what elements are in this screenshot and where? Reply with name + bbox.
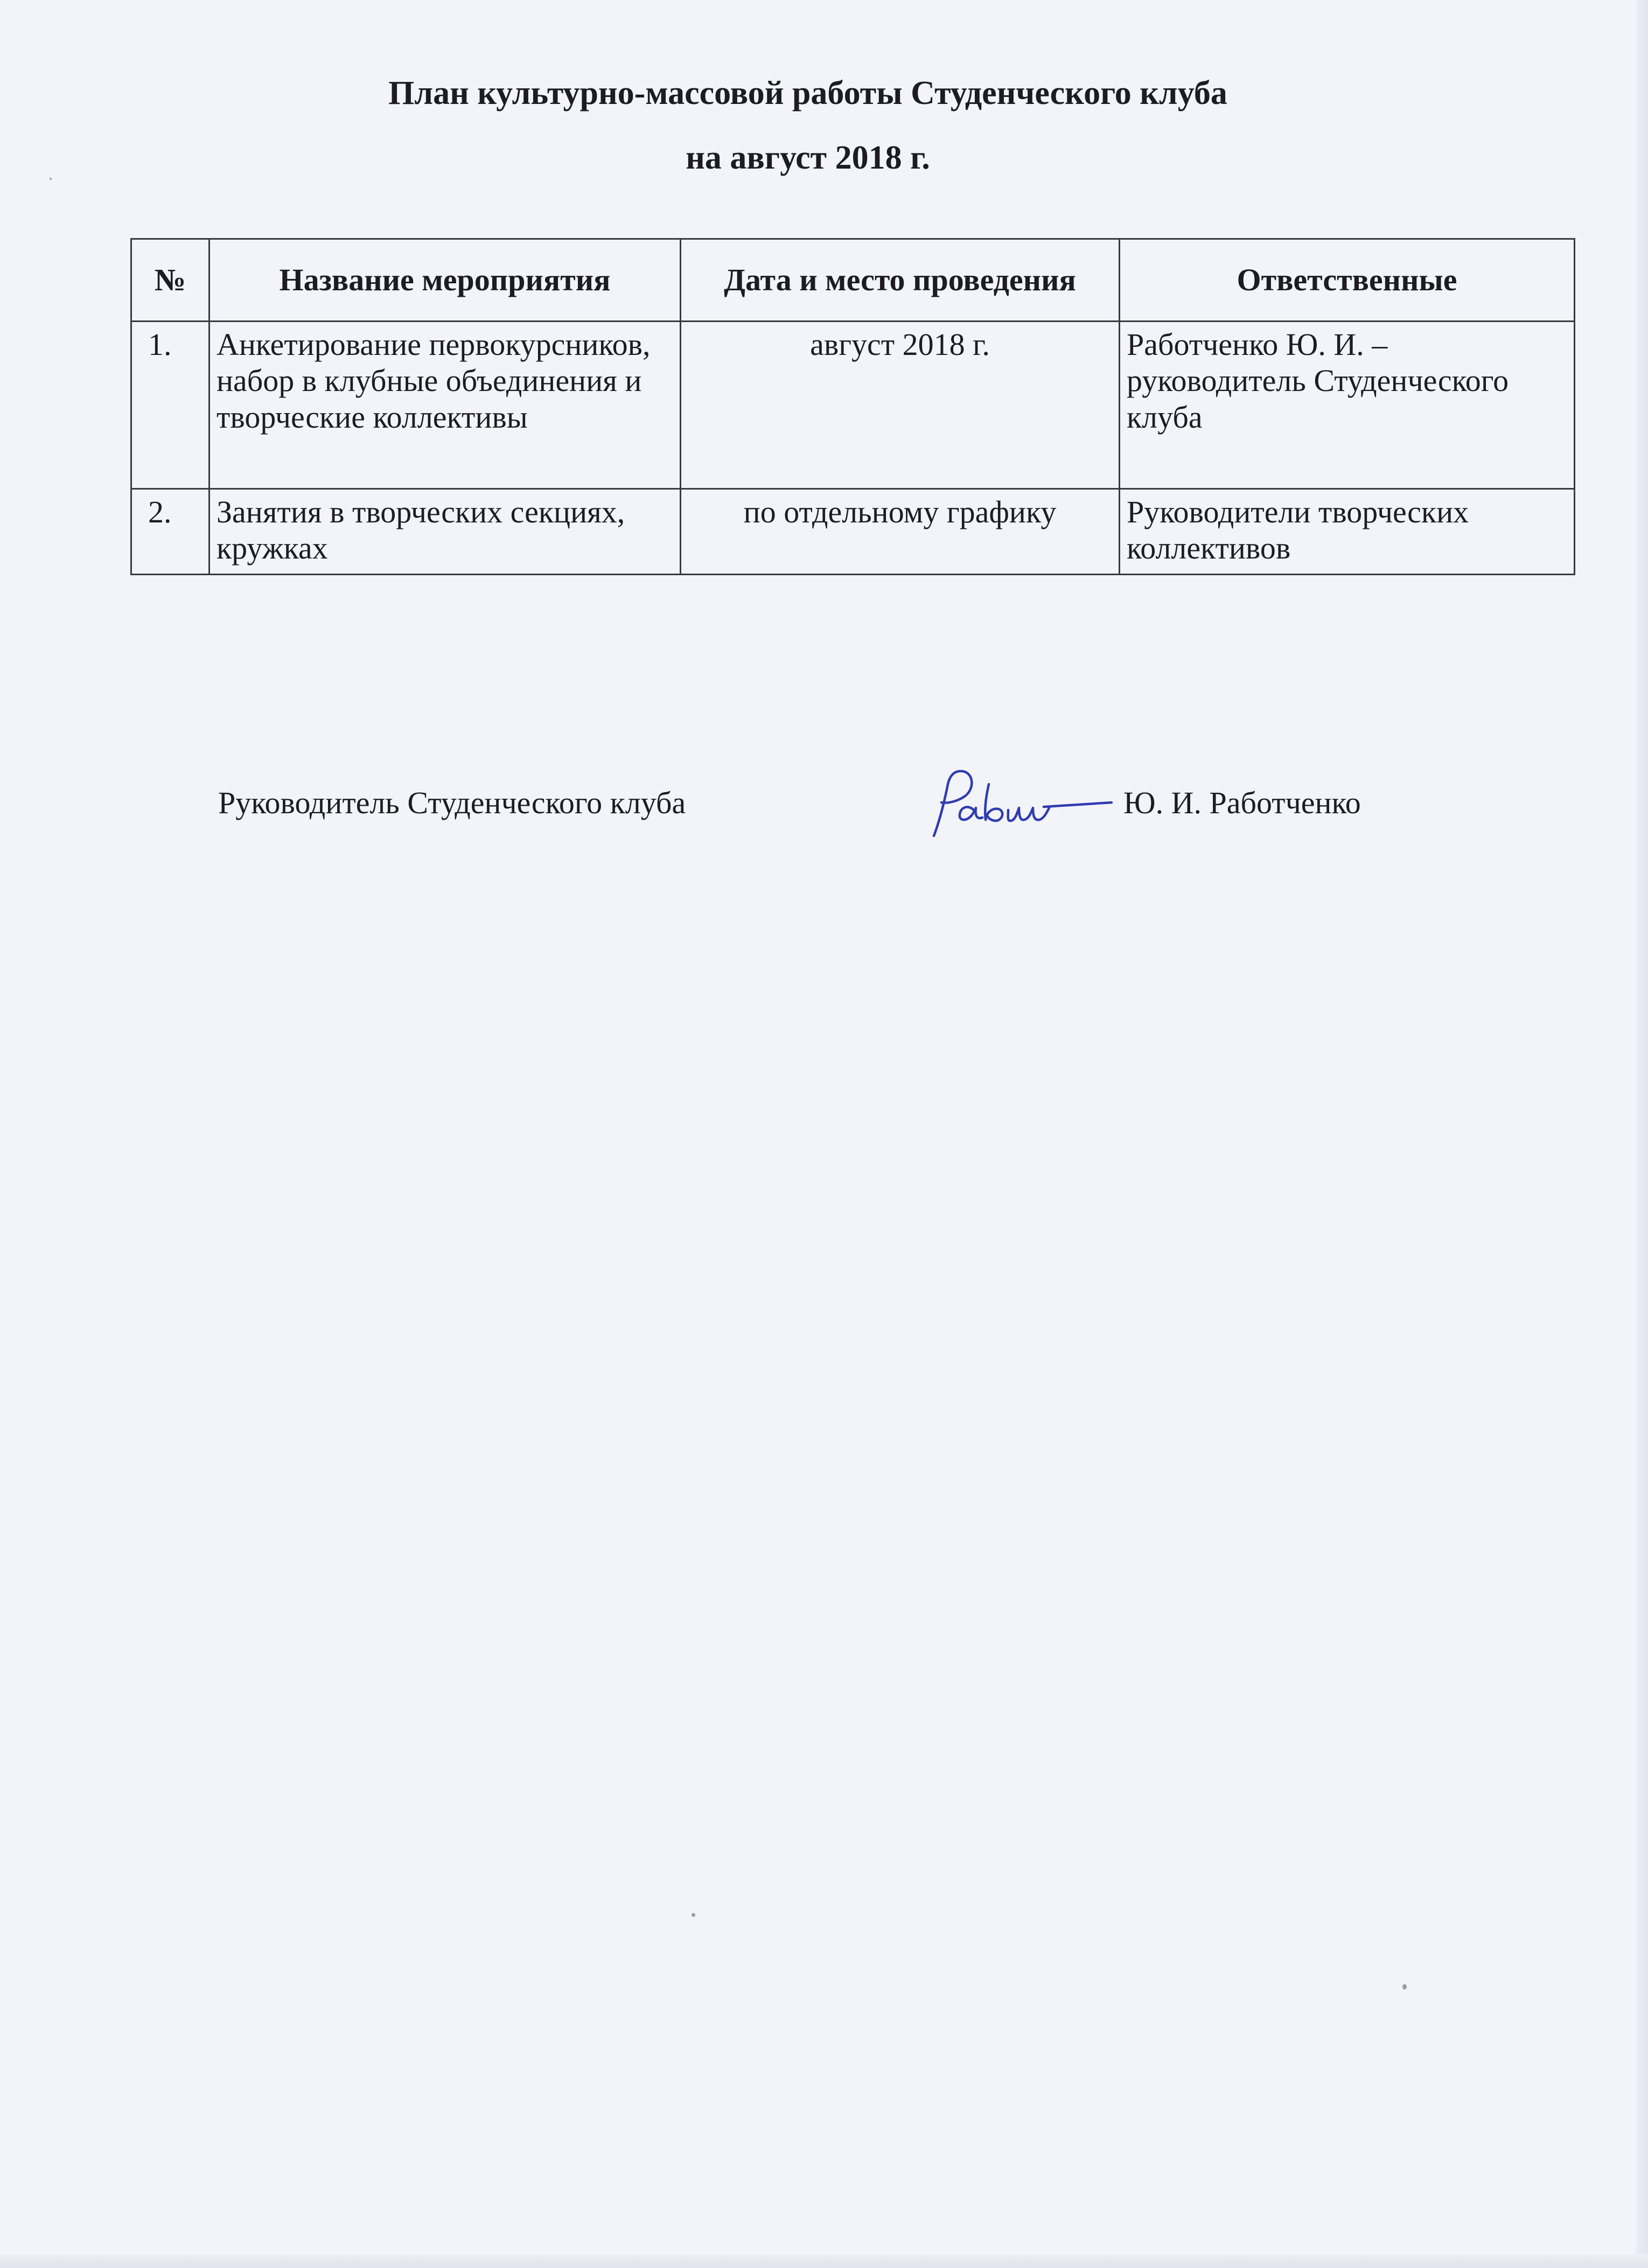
row-number: 2. (131, 489, 210, 575)
event-date: август 2018 г. (681, 322, 1120, 489)
event-responsible: Работченко Ю. И. – руководитель Студенческого клуба (1120, 322, 1575, 489)
scan-speck (1402, 1984, 1407, 1990)
events-table (130, 238, 1575, 575)
event-name: Анкетирование первокурсников, набор в клубные объединения и творческие коллективы (210, 322, 681, 489)
header-number: № (131, 239, 210, 322)
header-responsible: Ответственные (1120, 239, 1575, 322)
scan-speck (50, 178, 52, 180)
table-row (131, 489, 1575, 575)
page-edge (1636, 0, 1648, 2268)
signature-block (0, 780, 1648, 861)
handwritten-signature (922, 765, 1116, 846)
event-date: по отдельному графику (681, 489, 1120, 575)
header-event-name: Название мероприятия (210, 239, 681, 322)
document-title: План культурно-массовой работы Студенческого клуба (388, 75, 1227, 111)
header-date-place: Дата и место проведения (681, 239, 1120, 322)
row-number: 1. (131, 322, 210, 489)
signer-name: Ю. И. Работченко (1123, 785, 1361, 820)
scan-speck (692, 1913, 695, 1917)
page-bottom-edge (0, 2254, 1648, 2268)
table-row (131, 322, 1575, 489)
document-subtitle: на август 2018 г. (686, 139, 930, 176)
signer-role: Руководитель Студенческого клуба (218, 785, 686, 820)
event-responsible: Руководители творческих коллективов (1120, 489, 1575, 575)
event-name: Занятия в творческих секциях, кружках (210, 489, 681, 575)
table-header-row (131, 239, 1575, 322)
